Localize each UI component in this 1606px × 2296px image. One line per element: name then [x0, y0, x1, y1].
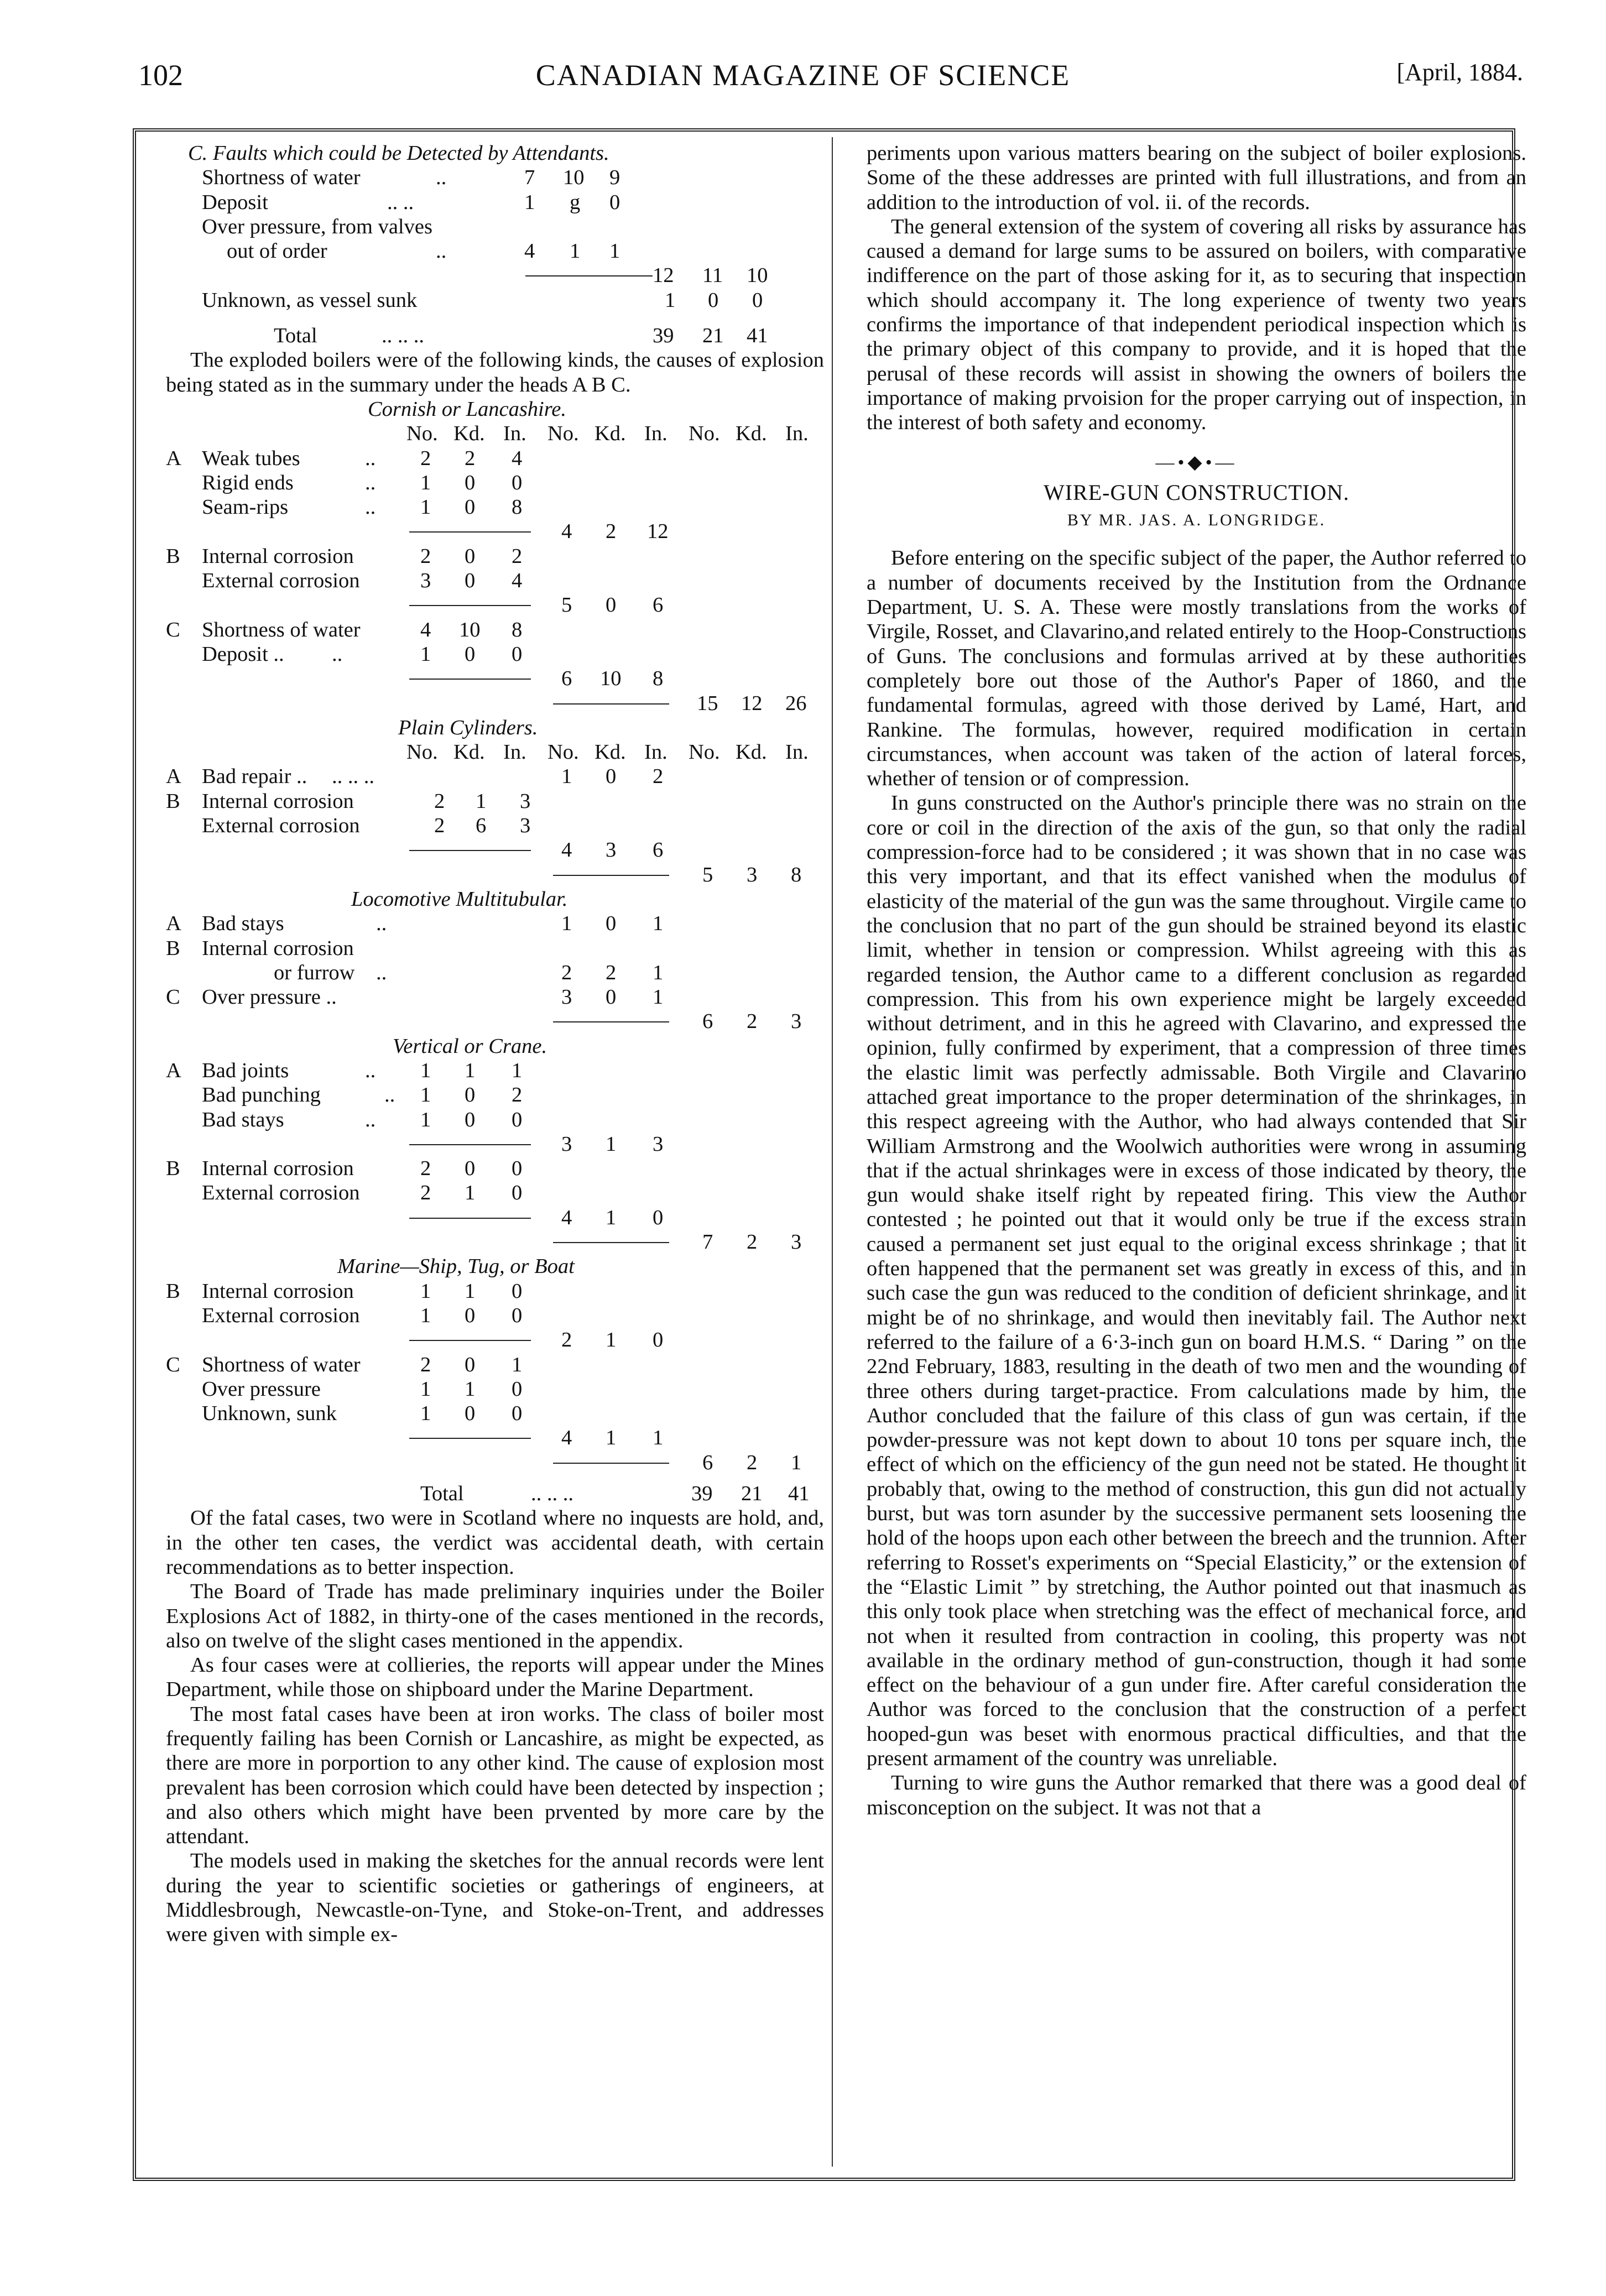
subtotal-row: 4 3 6 [166, 838, 824, 862]
table-row: Bad punching .. 1 0 2 [202, 1083, 523, 1107]
table-row: Over pressure, from valves [202, 215, 432, 238]
table-row: B Internal corrosion [166, 936, 354, 960]
table-row: Shortness of water .. 7 10 9 [202, 166, 620, 190]
table-row: Rigid ends .. 1 0 0 [202, 471, 523, 494]
body-paragraph: The models used in making the sketches for the annual records were lent during the year to scientific societies or gatherings of engineers, at Middlesbrough, Newcastle-on-Tyne, and Stoke-on-Trent, and addresses were given with simple ex- [166, 1849, 824, 1947]
section-total-row: 6 2 3 [166, 1009, 824, 1034]
table-row: B Internal corrosion 2 0 0 [166, 1157, 523, 1181]
subtotal-row: 12 11 10 [166, 263, 824, 288]
body-paragraph: In guns constructed on the Author's principle there was no strain on the core or coil in the direction of the axis of the gun, so that only the radial compression-force had to be considered ; it was shown that in no case was this very important, and that its effect vanished when the modulus of elasticity of the material of the gun was the same throughout. Virgile came to the conclusion that no part of the gun should be strained beyond its elastic limit, whether in tension or compression. Whilst agreeing with this as regarded tension, the Author came to a different conclusion as regarded compression. This from his own experience might be largely exceeded without detriment, and in this he agreed with Clavarino, and expressed the opinion, fully confirmed by experiment, that a compression of three times the elastic limit was perfectly admissable. Both Virgile and Clavarino attached great importance to the proper determination of the shrinkages, in this respect agreeing with the Author, who had always contended that Sir William Armstrong and the Woolwich authorities were wrong in assuming that if the actual shrinkages were in excess of those indicated by theory, the gun would shake itself right by repeated firing. This view the Author contested ; he pointed out that it would only be true if the excess strain caused a permanent set just equal to the original excess shrinkage ; that it often happened that the permanent set was greatly in excess of this, and in such case the gun was reduced to the condition of deficient shrinkage, and it might be of no shrinkage, and would then inevitably fail. The Author next referred to the failure of a 6·3-inch gun on board H.M.S. “ Daring ” on the 22nd February, 1883, resulting in the death of two men and the wounding of three others during target-practice. From calculations made by him, the Author concluded that the failure of this class of gun was certain, if the powder-pressure was not kept down to about 10 tons per square inch, the effect of which on the efficiency of the gun need not be stated. He thought it probably that, owing to the method of construction, this gun did not actually burst, but was torn asunder by the successive permanent sets loosening the hold of the hoops upon each other between the breech and the trunnion. After referring to Rosset's experiments on “Special Elasticity,” or the extension of the “Elastic Limit ” by stretching, the Author pointed out that inasmuch as this only took place when stretching was the effect of mechanical force, and not when it resulted from contraction in cooling, this property was not available in the ordinary method of gun-construction, though it had some effect on the behaviour of a gun under fire. After careful consideration the Author was forced to the conclusion that the construction of a perfect hooped-gun was beset with enormous practical difficulties, and that the present armament of the country was unreliable. [867, 791, 1526, 1770]
table-row: out of order .. 4 1 1 [227, 239, 620, 263]
subtotal-row: 4 2 12 [166, 519, 824, 544]
section-title: Locomotive Multitubular. [351, 887, 568, 911]
body-paragraph: Before entering on the specific subject of the paper, the Author referred to a number of documents received by the Institution from the Ordnance Department, U. S. A. These were mostly translations from the works of Virgile, Rosset, and Clavarino,and related entirely to the Hoop-Constructions of Guns. The conclusions and formulas arrived at by these authorities completely bore out those of the Author's Paper of 1860, and the fundamental formulas, agreed with those derived by Lamé, Hart, and Rankine. The formulas, however, required modification in certain circumstances, when account was taken of the action of lateral forces, whether of tension or of compression. [867, 546, 1526, 791]
section-title: Vertical or Crane. [393, 1034, 548, 1058]
faults-title: C. Faults which could be Detected by Attendants. [188, 142, 609, 165]
table-row: C Shortness of water 2 0 1 [166, 1353, 523, 1376]
intro-paragraph: The exploded boilers were of the following kinds, the causes of explosion being stated as in the summary under the heads A B C. [166, 348, 824, 396]
right-column [867, 141, 1526, 1820]
table-row: A Bad repair .. .. .. .. 1 0 2 [166, 765, 664, 789]
table-row: A Bad stays .. 1 0 1 [166, 912, 664, 936]
body-paragraph: Of the fatal cases, two were in Scotland where no inquests are hold, and, in the other ten cases, the verdict was accidental death, with certain recommendations as to better inspection. [166, 1506, 824, 1579]
table-row: External corrosion 2 6 3 [202, 814, 531, 838]
column-rule [832, 137, 833, 2167]
section-total-row: 6 2 1 [166, 1450, 824, 1475]
table-row: Unknown, as vessel sunk 1 0 0 [202, 288, 763, 312]
body-paragraph: periments upon various matters bearing on the subject of boiler explosions. Some of the these addresses are printed with full illustrations, and from an addition to the introduction of vol. ii. of the records. [867, 142, 1526, 214]
magazine-title: CANADIAN MAGAZINE OF SCIENCE [535, 59, 1071, 92]
table-row: Bad stays .. 1 0 0 [202, 1108, 523, 1131]
table-row: Deposit .. .. 1 0 0 [202, 642, 523, 666]
table-row: A Weak tubes .. 2 2 4 [166, 446, 523, 470]
faults-title-row [166, 141, 824, 165]
column-headers: No. Kd. In. No. Kd. In. No. Kd. In. [406, 740, 809, 764]
table-row: C Over pressure .. 3 0 1 [166, 985, 664, 1009]
table-row: or furrow .. 2 2 1 [274, 961, 664, 984]
table-row: A Bad joints .. 1 1 1 [166, 1058, 523, 1082]
left-column [166, 141, 824, 1947]
body-paragraph: As four cases were at collieries, the reports will appear under the Mines Department, while those on shipboard under the Marine Department. [166, 1653, 824, 1702]
page-number: 102 [138, 59, 183, 92]
section-title: Cornish or Lancashire. [368, 397, 567, 421]
section-ornament: —•◆•— [1155, 452, 1238, 473]
table-row: External corrosion 3 0 4 [202, 569, 523, 593]
table-row: Unknown, sunk 1 0 0 [202, 1402, 523, 1426]
table-row: External corrosion 2 1 0 [202, 1181, 523, 1205]
table-row: External corrosion 1 0 0 [202, 1303, 523, 1327]
table-row: Deposit .. .. 1 g 0 [202, 190, 620, 214]
table-row: Over pressure 1 1 0 [202, 1377, 523, 1401]
body-paragraph: The general extension of the system of covering all risks by assurance has caused a demand for large sums to be assured on boilers, with comparative indifference on the part of those asking for it, as to securing that inspection which should accompany it. The long experience of twenty two years confirms the importance of that independent periodical inspection which is the primary object of this company to provide, and it is hoped that the perusal of these records will assist in showing the owners of boilers the importance of making prvoision for the proper carrying out of inspection, in the interest of both safety and economy. [867, 215, 1526, 435]
body-paragraph: Turning to wire guns the Author remarked that there was a good deal of misconception on the subject. It was not that a [867, 1771, 1526, 1819]
table-row: Seam-rips .. 1 0 8 [202, 495, 523, 519]
subtotal-row: 3 1 3 [166, 1132, 824, 1156]
body-paragraph: The most fatal cases have been at iron works. The class of boiler most frequently failing has been Cornish or Lancashire, as might be expected, as there are more in porportion to any other kind. The cause of explosion most prevalent has been corrosion which could have been detected by inspection ; and also others which might have been prvented by more care by the attendant. [166, 1702, 824, 1849]
column-headers: No. Kd. In. No. Kd. In. No. Kd. In. [406, 422, 809, 446]
total-row: Total .. .. .. 39 21 41 [274, 324, 768, 348]
subtotal-row: 2 1 0 [166, 1328, 824, 1352]
article-byline: BY MR. JAS. A. LONGRIDGE. [1067, 511, 1326, 530]
article-title: WIRE-GUN CONSTRUCTION. [1043, 479, 1350, 505]
subtotal-row: 4 1 0 [166, 1206, 824, 1230]
grand-total-row: Total .. .. .. 39 21 41 [420, 1482, 810, 1506]
table-row: B Internal corrosion 2 0 2 [166, 544, 523, 568]
subtotal-row: 5 0 6 [166, 593, 824, 617]
section-total-row: 15 12 26 [166, 691, 824, 716]
subtotal-row: 4 1 1 [166, 1426, 824, 1450]
page-header [0, 0, 1606, 116]
section-title: Plain Cylinders. [398, 716, 538, 739]
section-total-row: 5 3 8 [166, 863, 824, 887]
section-title: Marine—Ship, Tug, or Boat [337, 1255, 575, 1279]
issue-date: [April, 1884. [1396, 59, 1523, 86]
body-paragraph: The Board of Trade has made preliminary inquiries under the Boiler Explosions Act of 1882, in thirty-one of the cases mentioned in the records, also on twelve of the slight cases mentioned in the appendix. [166, 1580, 824, 1652]
table-row: C Shortness of water 4 10 8 [166, 618, 523, 641]
table-row: B Internal corrosion 2 1 3 [166, 789, 531, 813]
subtotal-row: 6 10 8 [166, 666, 824, 691]
table-row: B Internal corrosion 1 1 0 [166, 1279, 523, 1303]
section-total-row: 7 2 3 [166, 1230, 824, 1254]
